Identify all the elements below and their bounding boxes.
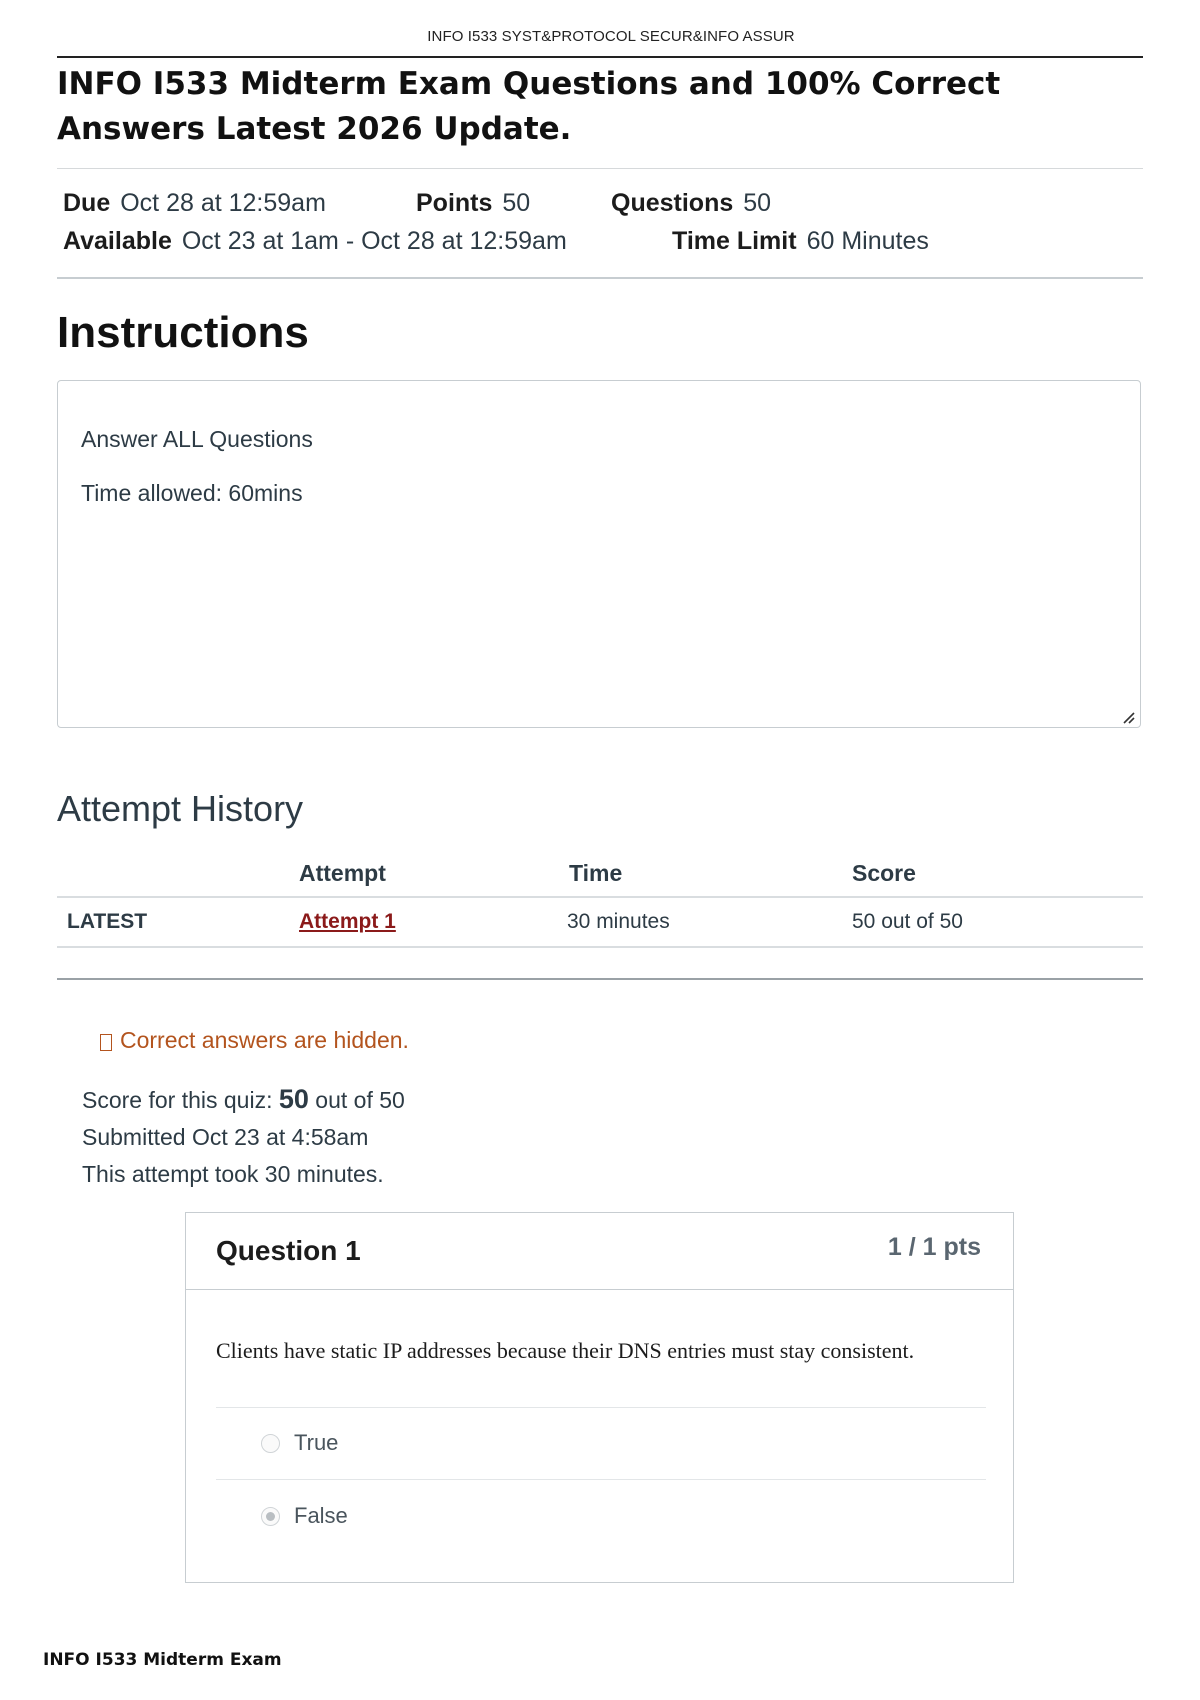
divider xyxy=(57,277,1143,279)
attempt-link[interactable]: Attempt 1 xyxy=(299,910,396,933)
column-header-time: Time xyxy=(569,860,623,886)
section-rule xyxy=(57,978,1143,980)
footer-title: INFO I533 Midterm Exam xyxy=(43,1650,282,1670)
available-label: Available xyxy=(63,227,172,255)
time-limit-label: Time Limit xyxy=(672,227,797,255)
attempt-time: 30 minutes xyxy=(567,910,670,933)
answer-label: True xyxy=(294,1430,339,1455)
correct-answers-hidden-notice xyxy=(100,1027,409,1054)
submitted-text: Submitted Oct 23 at 4:58am xyxy=(82,1124,369,1150)
instructions-line: Answer ALL Questions xyxy=(81,426,313,452)
attempt-duration-text: This attempt took 30 minutes. xyxy=(82,1161,384,1187)
score-suffix: out of 50 xyxy=(315,1087,405,1113)
due-value: Oct 28 at 12:59am xyxy=(120,189,326,217)
column-header-score: Score xyxy=(852,860,916,886)
time-limit-value: 60 Minutes xyxy=(806,227,929,255)
header-rule xyxy=(57,56,1143,58)
points-meta xyxy=(416,189,530,218)
latest-tag: LATEST xyxy=(67,910,148,933)
radio-button[interactable] xyxy=(261,1434,280,1453)
questions-value: 50 xyxy=(743,189,772,217)
available-value: Oct 23 at 1am - Oct 28 at 12:59am xyxy=(181,227,567,255)
available-meta xyxy=(63,227,567,256)
answer-divider xyxy=(216,1407,986,1408)
instructions-textarea[interactable] xyxy=(57,380,1141,728)
divider xyxy=(57,168,1143,169)
questions-meta xyxy=(611,189,771,218)
questions-label: Questions xyxy=(611,189,734,217)
document-title: INFO I533 Midterm Exam Questions and 100% Correct Answers Latest 2026 Update. xyxy=(57,66,1001,147)
running-header: INFO I533 SYST&PROTOCOL SECUR&INFO ASSUR xyxy=(427,28,795,45)
score-value: 50 xyxy=(278,1084,309,1114)
instructions-line: Time allowed: 60mins xyxy=(81,480,303,506)
resize-grip-icon[interactable] xyxy=(1121,710,1135,724)
due-label: Due xyxy=(63,189,111,217)
question-points: 1 / 1 pts xyxy=(887,1233,981,1261)
question-title: Question 1 xyxy=(216,1235,361,1266)
instructions-heading: Instructions xyxy=(57,308,309,357)
question-header xyxy=(186,1213,1013,1290)
notice-text: Correct answers are hidden. xyxy=(120,1027,409,1053)
question-text: Clients have static IP addresses because their DNS entries must stay consistent. xyxy=(216,1338,915,1363)
radio-button-selected[interactable] xyxy=(261,1507,280,1526)
points-label: Points xyxy=(416,189,493,217)
info-icon xyxy=(100,1034,112,1051)
time-limit-meta xyxy=(672,227,929,256)
attempt-history-heading: Attempt History xyxy=(57,788,304,829)
table-header-rule xyxy=(57,896,1143,898)
attempt-score: 50 out of 50 xyxy=(852,910,963,933)
score-summary xyxy=(82,1084,405,1115)
answer-divider xyxy=(216,1479,986,1480)
due-meta xyxy=(63,189,326,218)
answer-label: False xyxy=(294,1503,348,1528)
score-prefix: Score for this quiz: xyxy=(82,1087,273,1113)
table-row-rule xyxy=(57,946,1143,948)
question-card xyxy=(185,1212,1014,1583)
column-header-attempt: Attempt xyxy=(299,860,386,886)
points-value: 50 xyxy=(502,189,531,217)
